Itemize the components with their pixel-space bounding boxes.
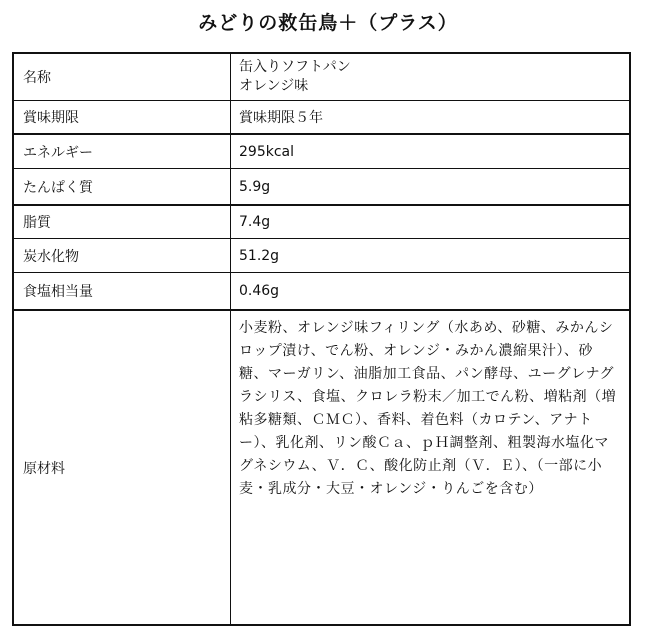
row-value: 0.46g [230, 273, 629, 309]
product-name-line-1: 缶入りソフトパン [239, 59, 351, 75]
table-row-ingredients [14, 309, 629, 624]
row-value [230, 311, 629, 624]
row-value: 295kcal [230, 135, 629, 168]
row-label: 原材料 [23, 460, 65, 477]
table-row-salt [14, 272, 629, 309]
row-label: 賞味期限 [23, 110, 79, 126]
table-row-expiry [14, 100, 629, 133]
nutrition-table [12, 52, 631, 626]
table-row-fat [14, 204, 629, 238]
table-row-energy [14, 133, 629, 168]
row-label: 名称 [23, 70, 51, 86]
row-value [230, 54, 629, 100]
row-label: 脂質 [23, 215, 51, 231]
product-name-line-2: オレンジ味 [239, 78, 309, 94]
row-value: 51.2g [230, 239, 629, 272]
row-label: エネルギー [23, 144, 93, 161]
row-label: 食塩相当量 [23, 284, 93, 300]
row-label: たんぱく質 [23, 179, 93, 196]
table-row-name [14, 54, 629, 100]
row-value: 7.4g [230, 206, 629, 238]
ingredients-text: 小麦粉、オレンジ味フィリング（水あめ、砂糖、みかんシロップ漬け、でん粉、オレンジ・みかん濃縮果汁）、砂糖、マーガリン、油脂加工食品、パン酵母、ユーグレナグラシリス、食塩、クロレラ粉末／加工でん粉、増粘剤（増粘多糖類、ＣＭＣ）、香料、着色料（カロテン、アナトー）、乳化剤、リン酸Ｃａ、ｐＨ調整剤、粗製海水塩化マグネシウム、Ｖ．Ｃ、酸化防止剤（Ｖ．Ｅ）、（一部に小麦・乳成分・大豆・オレンジ・りんごを含む） [239, 320, 617, 497]
table-row-protein [14, 168, 629, 204]
row-label: 炭水化物 [23, 248, 79, 265]
row-value: 5.9g [230, 169, 629, 204]
row-value: 賞味期限５年 [230, 101, 629, 133]
table-row-carbohydrate [14, 238, 629, 272]
page-title: みどりの救缶鳥＋（プラス） [198, 12, 458, 34]
